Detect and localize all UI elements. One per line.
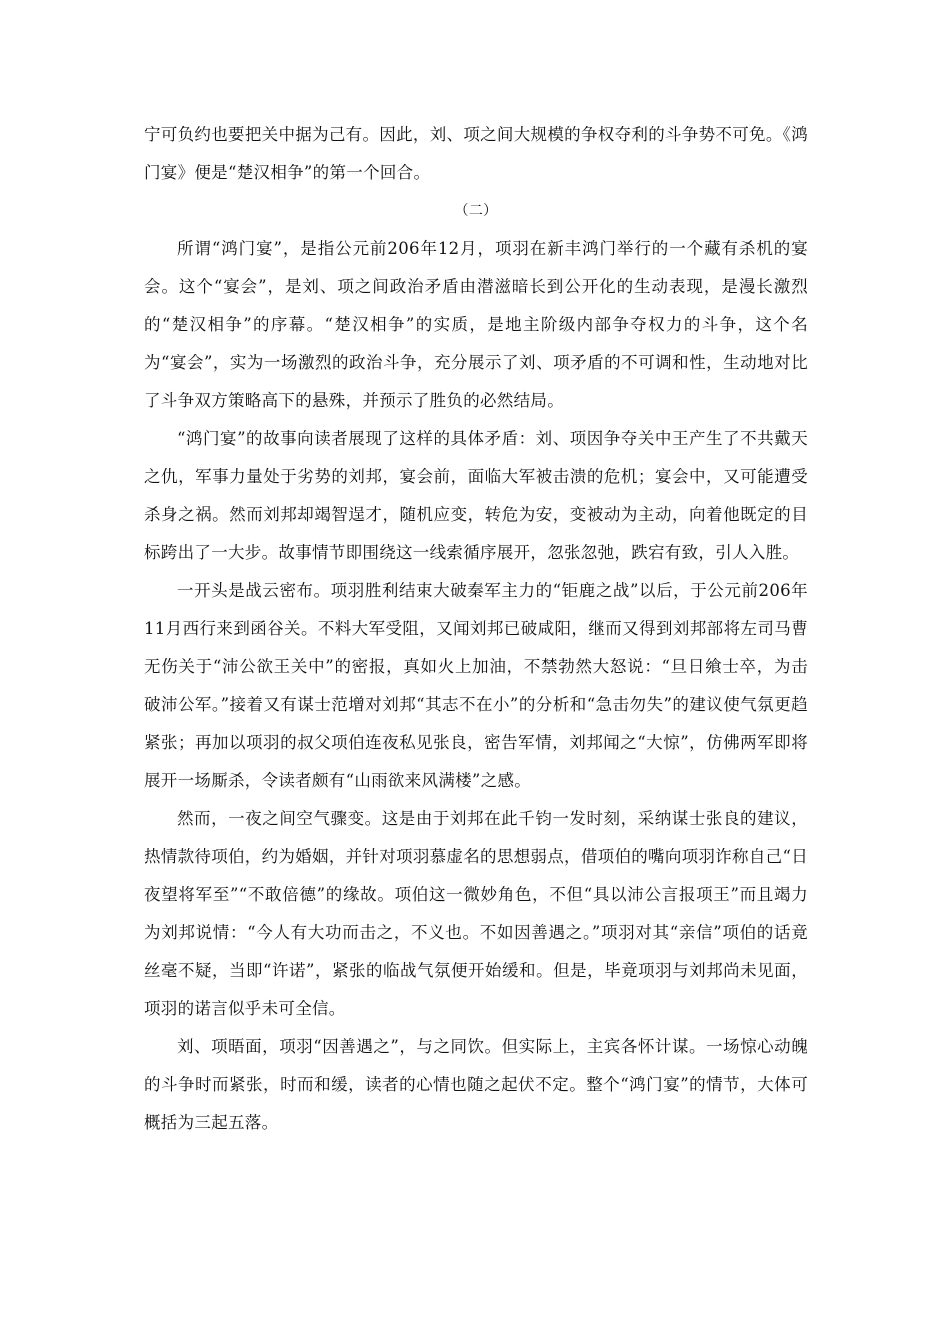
document-body <box>144 116 808 1142</box>
paragraph-meeting: 刘、项晤面，项羽“因善遇之”，与之同饮。但实际上，主宾各怀计谋。一场惊心动魄的斗争时而紧张，时而和缓，读者的心情也随之起伏不定。整个“鸿门宴”的情节，大体可概括为三起五落。 <box>144 1037 808 1132</box>
paragraph-hongmen-definition: 所谓“鸿门宴”，是指公元前206年12月，项羽在新丰鸿门举行的一个藏有杀机的宴会。这个“宴会”，是刘、项之间政治矛盾由潜滋暗长到公开化的生动表现，是漫长激烈的“楚汉相争”的序幕。“楚汉相争”的实质，是地主阶级内部争夺权力的斗争，这个名为“宴会”，实为一场激烈的政治斗争，充分展示了刘、项矛盾的不可调和性，生动地对比了斗争双方策略高下的悬殊，并预示了胜负的必然结局。 <box>144 239 808 410</box>
paragraph-opening-war-clouds: 一开头是战云密布。项羽胜利结束大破秦军主力的“钜鹿之战”以后，于公元前206年11月西行来到函谷关。不料大军受阻，又闻刘邦已破咸阳，继而又得到刘邦部将左司马曹无伤关于“沛公欲王关中”的密报，真如火上加油，不禁勃然大怒说：“旦日飨士卒，为击破沛公军。”接着又有谋士范增对刘邦“其志不在小”的分析和“急击勿失”的建议使气氛更趋紧张；再加以项羽的叔父项伯连夜私见张良，密告军情，刘邦闻之“大惊”，仿佛两军即将展开一场厮杀，令读者颇有“山雨欲来风满楼”之感。 <box>144 581 808 790</box>
paragraph-story-contradiction: “鸿门宴”的故事向读者展现了这样的具体矛盾：刘、项因争夺关中王产生了不共戴天之仇，军事力量处于劣势的刘邦，宴会前，面临大军被击溃的危机；宴会中，又可能遭受杀身之祸。然而刘邦却竭智逞才，随机应变，转危为安，变被动为主动，向着他既定的目标跨出了一大步。故事情节即围绕这一线索循序展开，忽张忽弛，跌宕有致，引人入胜。 <box>144 429 808 562</box>
section-heading: （二） <box>454 203 498 219</box>
paragraph-overnight-change: 然而，一夜之间空气骤变。这是由于刘邦在此千钧一发时刻，采纳谋士张良的建议，热情款待项伯，约为婚姻，并针对项羽慕虚名的思想弱点，借项伯的嘴向项羽诈称自己“日夜望将军至”“不敢倍德”的缘故。项伯这一微妙角色，不但“具以沛公言报项王”而且竭力为刘邦说情：“今人有大功而击之，不义也。不如因善遇之。”项羽对其“亲信”项伯的话竟丝毫不疑，当即“许诺”，紧张的临战气氛便开始缓和。但是，毕竟项羽与刘邦尚未见面，项羽的诺言似乎未可全信。 <box>144 809 808 1018</box>
paragraph-continued: 宁可负约也要把关中据为己有。因此，刘、项之间大规模的争权夺利的斗争势不可免。《鸿门宴》便是“楚汉相争”的第一个回合。 <box>144 125 808 182</box>
